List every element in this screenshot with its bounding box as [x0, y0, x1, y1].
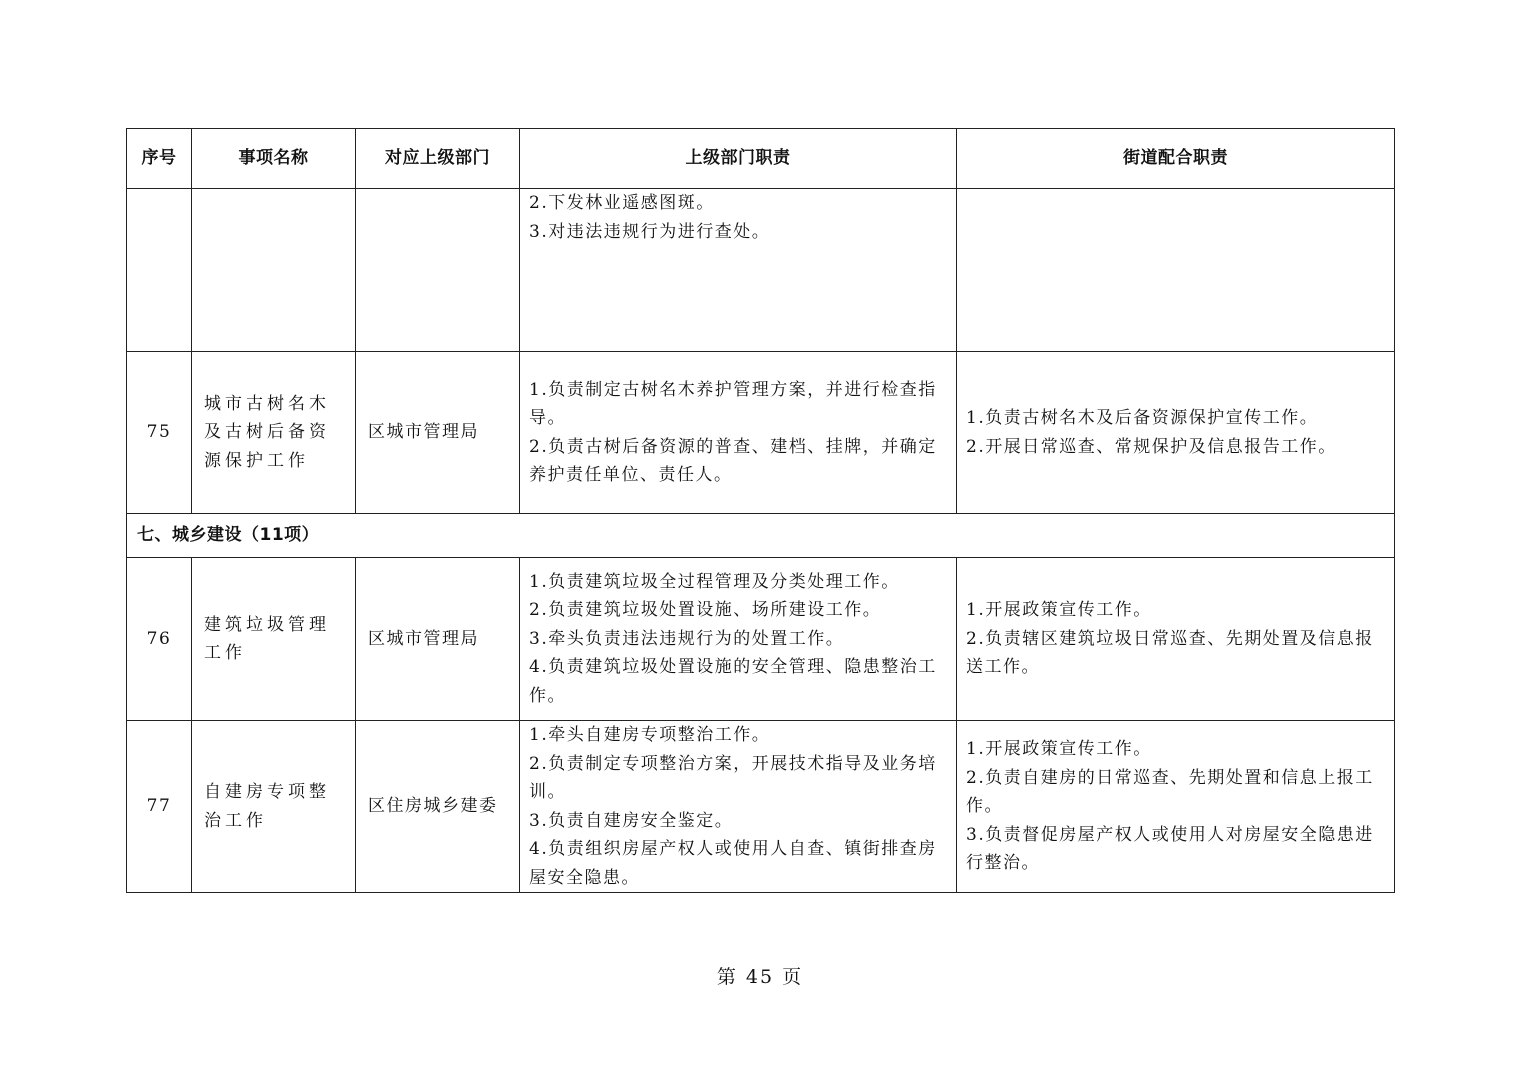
header-row [127, 129, 1395, 189]
row-upper-duties [520, 558, 957, 721]
section-row [127, 514, 1395, 558]
row-item-name: 自建房专项整治工作 [192, 721, 356, 893]
header-item-name: 事项名称 [192, 129, 356, 189]
duty-line: 3.对违法违规行为进行查处。 [529, 221, 771, 242]
duty-table [126, 128, 1395, 893]
header-upper-duties: 上级部门职责 [520, 129, 957, 189]
row-upper-dept [356, 189, 520, 352]
row-upper-duties [520, 189, 957, 352]
duty-line: 2.负责自建房的日常巡查、先期处置和信息上报工作。 [966, 767, 1374, 817]
duty-line: 1.开展政策宣传工作。 [966, 739, 1152, 760]
page-number: 第 45 页 [716, 966, 804, 988]
duty-line: 1.牵头自建房专项整治工作。 [529, 725, 771, 745]
duty-line: 2.下发林业遥感图斑。 [529, 193, 715, 213]
header-no: 序号 [127, 129, 192, 189]
row-upper-dept: 区住房城乡建委 [356, 721, 520, 893]
row-upper-dept: 区城市管理局 [356, 352, 520, 514]
row-no: 77 [127, 721, 192, 893]
row-upper-duties [520, 352, 957, 514]
row-item-name [192, 189, 356, 352]
header-street-duties: 街道配合职责 [957, 129, 1395, 189]
header-upper-dept: 对应上级部门 [356, 129, 520, 189]
duty-line: 2.开展日常巡查、常规保护及信息报告工作。 [966, 436, 1337, 457]
row-upper-duties [520, 721, 957, 893]
section-title: 七、城乡建设（11项） [127, 514, 1395, 558]
duty-line: 2.负责制定专项整治方案，开展技术指导及业务培训。 [529, 753, 937, 802]
row-item-name: 城市古树名木及古树后备资源保护工作 [192, 352, 356, 514]
row-no: 75 [127, 352, 192, 514]
row-street-duties [957, 558, 1395, 721]
row-street-duties [957, 721, 1395, 893]
row-no [127, 189, 192, 352]
duty-line: 1.负责制定古树名木养护管理方案，并进行检查指导。 [529, 379, 937, 428]
table-row [127, 721, 1395, 893]
row-street-duties [957, 352, 1395, 514]
table-row [127, 352, 1395, 514]
table-row [127, 189, 1395, 352]
duty-line: 1.负责建筑垃圾全过程管理及分类处理工作。 [529, 571, 900, 592]
row-item-name: 建筑垃圾管理工作 [192, 558, 356, 721]
duty-line: 2.负责辖区建筑垃圾日常巡查、先期处置及信息报送工作。 [966, 628, 1374, 678]
duty-line: 3.负责自建房安全鉴定。 [529, 810, 734, 831]
row-no: 76 [127, 558, 192, 721]
duty-line: 2.负责建筑垃圾处置设施、场所建设工作。 [529, 600, 882, 621]
duty-line: 1.负责古树名木及后备资源保护宣传工作。 [966, 408, 1319, 428]
row-street-duties [957, 189, 1395, 352]
duty-line: 1.开展政策宣传工作。 [966, 600, 1152, 621]
duty-line: 4.负责组织房屋产权人或使用人自查、镇街排查房屋安全隐患。 [529, 839, 937, 888]
duty-line: 2.负责古树后备资源的普查、建档、挂牌，并确定养护责任单位、责任人。 [529, 436, 937, 485]
duty-line: 4.负责建筑垃圾处置设施的安全管理、隐患整治工作。 [529, 657, 937, 706]
row-upper-dept: 区城市管理局 [356, 558, 520, 721]
duty-line: 3.牵头负责违法违规行为的处置工作。 [529, 628, 845, 649]
table-row [127, 558, 1395, 721]
duty-line: 3.负责督促房屋产权人或使用人对房屋安全隐患进行整治。 [966, 824, 1374, 874]
